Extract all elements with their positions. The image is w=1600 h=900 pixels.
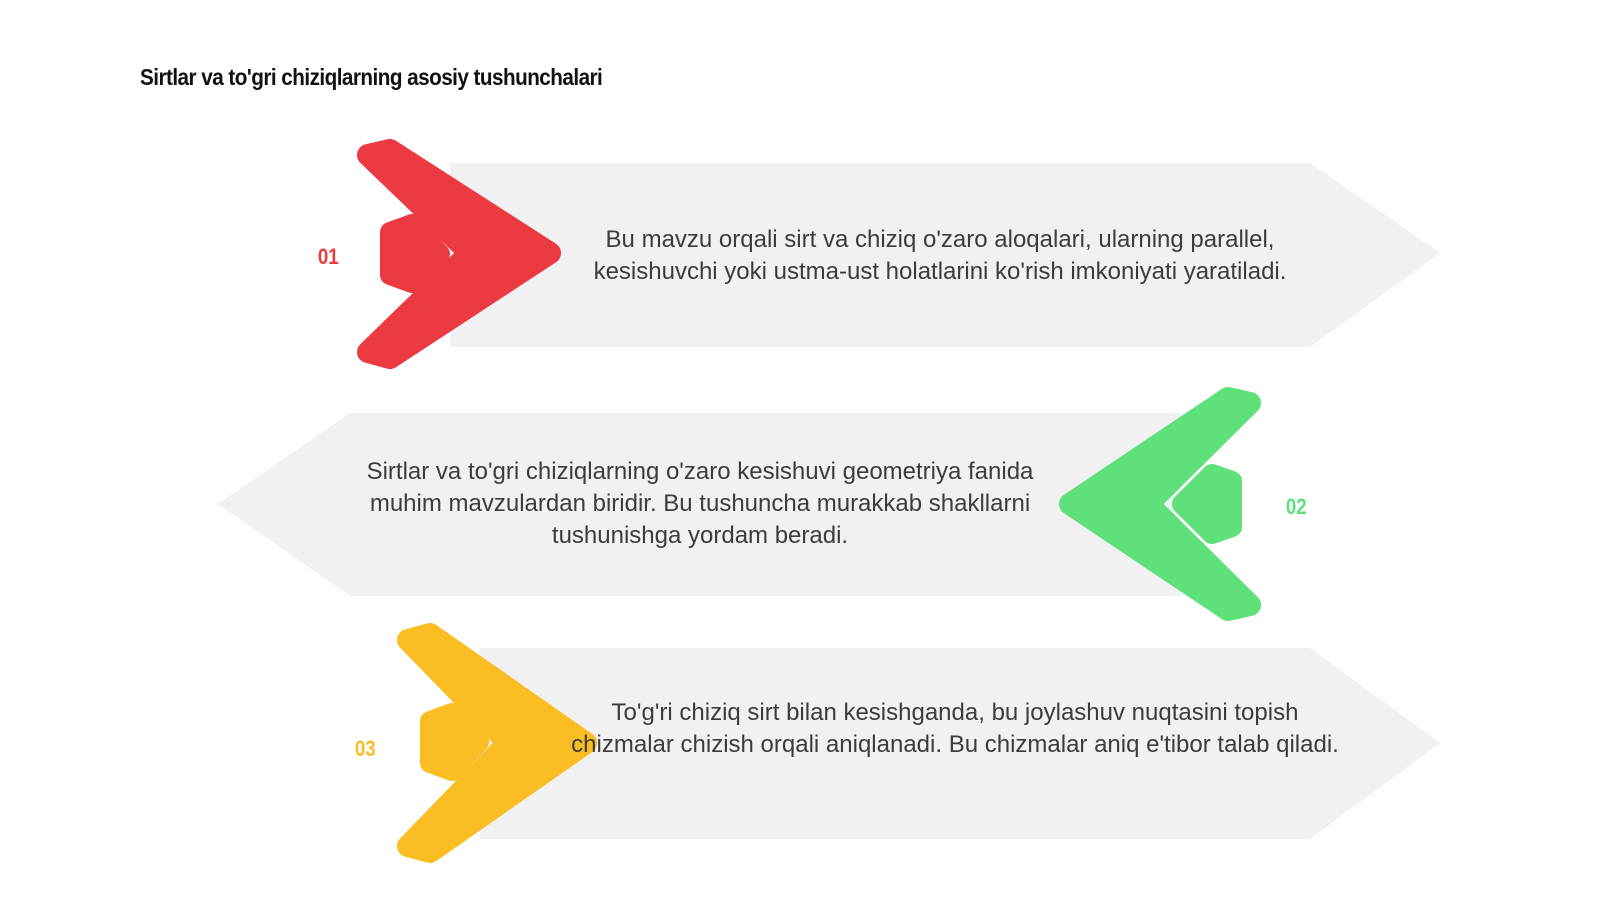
play-icon-3 bbox=[430, 713, 479, 771]
play-icon-1 bbox=[390, 224, 440, 283]
item-number-3: 03 bbox=[354, 736, 376, 761]
slide-title: Sirtlar va to'gri chiziqlarning asosiy tushunchalari bbox=[140, 64, 603, 90]
item-text-3: To'g'ri chiziq sirt bilan kesishganda, bu joylashuv nuqtasini topish chizmalar chizish orqali aniqlanadi. Bu chizmalar aniq e'tibor talab qiladi. bbox=[571, 699, 1339, 758]
play-icon-2 bbox=[1182, 474, 1232, 534]
item-number-2: 02 bbox=[1285, 494, 1307, 519]
item-number-1: 01 bbox=[317, 244, 339, 269]
item-text-2: Sirtlar va to'gri chiziqlarning o'zaro kesishuvi geometriya fanida muhim mavzulardan biridir. Bu tushuncha murakkab shakllarni tushunishga yordam beradi. bbox=[366, 458, 1034, 549]
item-text-1: Bu mavzu orqali sirt va chiziq o'zaro aloqalari, ularning parallel, kesishuvchi yoki ustma-ust holatlarini ko'rish imkoniyati yaratiladi. bbox=[593, 226, 1287, 285]
